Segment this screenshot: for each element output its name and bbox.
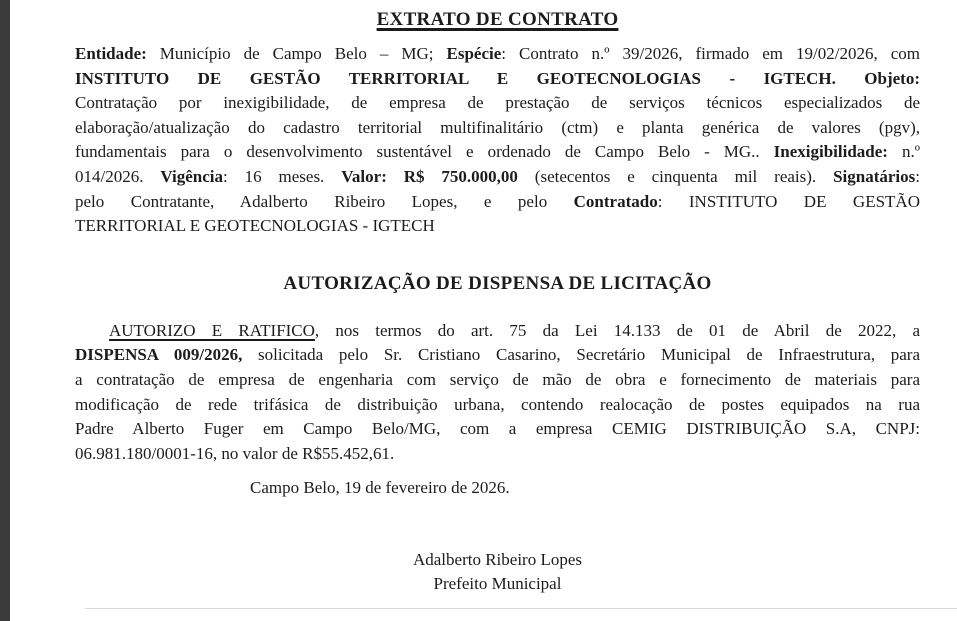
signature-role: Prefeito Municipal bbox=[433, 574, 562, 594]
date-line: Campo Belo, 19 de fevereiro de 2026. bbox=[250, 478, 510, 498]
text-run: Valor: R$ 750.000,00 bbox=[341, 166, 518, 186]
text-run: Signatários bbox=[833, 166, 916, 186]
text-run: n.º bbox=[887, 142, 920, 162]
text-run: Município de Campo Belo – MG; bbox=[146, 44, 447, 63]
text-run: Contratado bbox=[573, 191, 658, 211]
text-run: , nos termos do art. 75 da Lei 14.133 de 01 de Abril de 2022, a bbox=[314, 320, 920, 340]
text-run: 014/2026. bbox=[75, 166, 161, 186]
text-run: solicitada pelo Sr. Cristiano Casarino, Secretário Municipal de Infraestrutura, para bbox=[242, 345, 920, 365]
page-edge-bar bbox=[0, 0, 10, 621]
text-line bbox=[75, 190, 920, 215]
dispensa-authorization-paragraph bbox=[75, 319, 920, 467]
text-run: (setecentos e cinquenta mil reais). bbox=[517, 166, 834, 186]
text-line bbox=[75, 393, 920, 418]
signature-block bbox=[75, 548, 920, 597]
text-line bbox=[75, 140, 920, 165]
text-run: Contratação por inexigibilidade, de empresa de prestação de serviços técnicos especializados de bbox=[75, 93, 920, 113]
text-run: Inexigibilidade: bbox=[773, 142, 888, 162]
text-run: Vigência bbox=[160, 166, 224, 186]
text-run: 06.981.180/0001-16, no valor de R$55.452,61. bbox=[75, 443, 395, 463]
text-run: : Contrato n.º 39/2026, firmado em 19/02/2026, com bbox=[501, 44, 920, 63]
text-line bbox=[75, 116, 920, 141]
text-line bbox=[75, 368, 920, 393]
text-run: : bbox=[915, 166, 920, 186]
text-run: pelo Contratante, Adalberto Ribeiro Lopes, e pelo bbox=[75, 191, 574, 211]
text-run: a contratação de empresa de engenharia com serviço de mão de obra e fornecimento de materiais para bbox=[75, 369, 920, 389]
text-run: TERRITORIAL E GEOTECNOLOGIAS - IGTECH bbox=[75, 216, 435, 236]
document-title-text: EXTRATO DE CONTRATO bbox=[376, 9, 619, 30]
document-title bbox=[75, 9, 920, 31]
text-line bbox=[75, 165, 920, 190]
text-line bbox=[75, 214, 920, 239]
text-run: : INSTITUTO DE GESTÃO bbox=[657, 191, 920, 211]
text-line bbox=[75, 417, 920, 442]
text-run: AUTORIZO E RATIFICO bbox=[109, 320, 315, 340]
text-line bbox=[75, 67, 920, 92]
text-run: INSTITUTO DE GESTÃO TERRITORIAL E GEOTECNOLOGIAS - IGTECH. Objeto: bbox=[75, 68, 920, 88]
section-title bbox=[75, 273, 920, 295]
text-line bbox=[75, 343, 920, 368]
page-bottom-divider bbox=[85, 608, 957, 609]
text-run: Padre Alberto Fuger em Campo Belo/MG, com a empresa CEMIG DISTRIBUIÇÃO S.A, CNPJ: bbox=[75, 419, 920, 439]
section-title-text: AUTORIZAÇÃO DE DISPENSA DE LICITAÇÃO bbox=[283, 272, 712, 294]
text-run: Entidade: bbox=[75, 44, 147, 63]
text-run: modificação de rede trifásica de distribuição urbana, contendo realocação de postes equipados na rua bbox=[75, 394, 920, 414]
signature-name: Adalberto Ribeiro Lopes bbox=[412, 549, 582, 569]
text-run: fundamentais para o desenvolvimento sustentável e ordenado de Campo Belo - MG.. bbox=[75, 142, 774, 162]
document-content bbox=[75, 9, 920, 597]
text-line bbox=[75, 319, 920, 344]
text-run: : 16 meses. bbox=[223, 166, 342, 186]
text-run: DISPENSA 009/2026, bbox=[75, 345, 243, 365]
text-line bbox=[75, 442, 920, 467]
text-line bbox=[75, 42, 920, 67]
text-line bbox=[75, 91, 920, 116]
contract-extract-paragraph bbox=[75, 42, 920, 239]
text-run: elaboração/atualização do cadastro territorial multifinalitário (ctm) e planta genérica de valores (pgv), bbox=[75, 117, 920, 137]
text-run: Espécie bbox=[446, 44, 502, 63]
